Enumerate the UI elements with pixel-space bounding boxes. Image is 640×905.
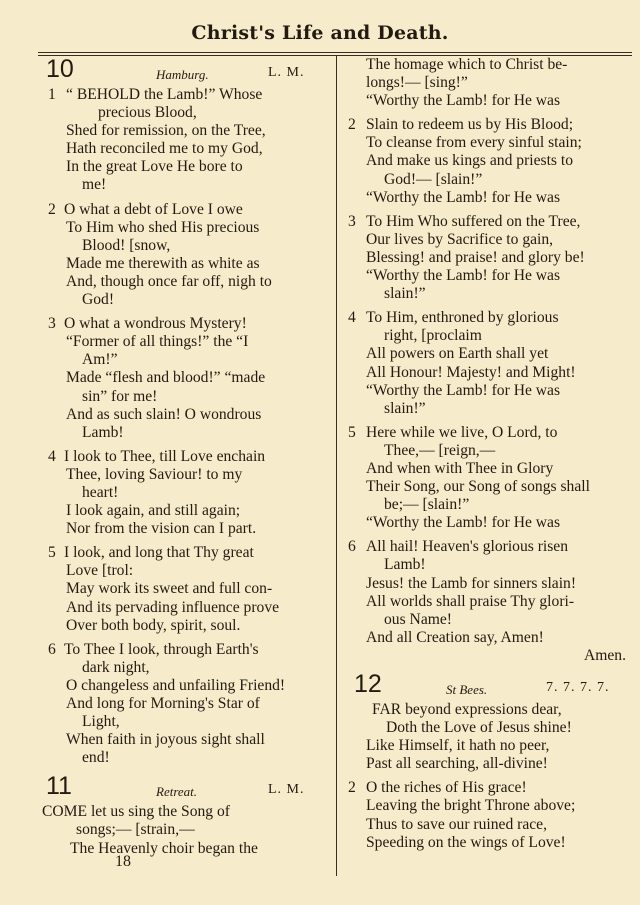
verse-line: Our lives by Sacrifice to gain, — [366, 230, 554, 248]
verse-line: songs;— [strain,— — [76, 821, 195, 839]
hymn-12-stanza-1 — [346, 701, 634, 773]
verse-line: O what a wondrous Mystery! — [64, 315, 247, 333]
stanza-number: 2 — [48, 200, 56, 218]
page-header: Christ's Life and Death. — [191, 22, 449, 44]
stanza-number: 6 — [48, 640, 56, 658]
tune-name: Hamburg. — [156, 67, 209, 82]
verse-line: All powers on Earth shall yet — [366, 345, 549, 363]
verse-line: dark night, — [82, 658, 150, 676]
verse-line: slain!” — [384, 399, 426, 417]
stanza-number: 4 — [348, 309, 356, 327]
verse-line: Lamb! — [384, 556, 426, 574]
right-column — [346, 56, 634, 858]
verse-line: “Former of all things!” the “I — [66, 333, 249, 351]
stanza-number: 6 — [348, 538, 356, 556]
hymn-11-heading — [36, 773, 332, 803]
verse-line: Slain to redeem us by His Blood; — [366, 116, 574, 134]
verse-line: Leaving the bright Throne above; — [366, 797, 576, 815]
left-column — [36, 56, 332, 864]
hymn-number: 11 — [46, 772, 72, 801]
verse-line: Blood! [snow, — [82, 236, 171, 254]
verse-line: O what a debt of Love I owe — [64, 200, 243, 218]
hymn-11-continuation — [346, 56, 634, 110]
verse-line: The Heavenly choir began the — [70, 839, 258, 857]
stanza-number: 5 — [348, 423, 356, 441]
hymn-10-stanza-6 — [36, 641, 332, 768]
verse-line: To Thee I look, through Earth's — [64, 640, 259, 658]
verse-line: COME let us sing the Song of — [42, 803, 230, 821]
meter: L. M. — [268, 782, 305, 798]
stanza-number: 3 — [348, 212, 356, 230]
verse-line: And as such slain! O wondrous — [66, 405, 262, 423]
column-divider — [336, 56, 337, 876]
verse-line: Blessing! and praise! and glory be! — [366, 248, 585, 266]
verse-line: To Him who shed His precious — [66, 218, 260, 236]
verse-line: Hath reconciled me to my God, — [66, 140, 263, 158]
verse-line: Thee,— [reign,— — [384, 441, 496, 459]
verse-line: Doth the Love of Jesus shine! — [386, 719, 572, 737]
verse-line: And its pervading influence prove — [66, 598, 280, 616]
hymn-12-stanza-2 — [346, 779, 634, 851]
verse-line: Jesus! the Lamb for sinners slain! — [366, 574, 577, 592]
verse-line: I look again, and still again; — [66, 502, 241, 520]
verse-line: Am!” — [82, 351, 118, 369]
verse-line: Like Himself, it hath no peer, — [366, 737, 550, 755]
verse-line: O changeless and unfailing Friend! — [66, 676, 286, 694]
verse-line: When faith in joyous sight shall — [66, 731, 265, 749]
verse-line: heart! — [82, 483, 119, 501]
verse-line: be;— [slain!” — [384, 496, 470, 514]
hymn-11-stanza-1 — [36, 803, 332, 857]
verse-line: precious Blood, — [98, 104, 197, 122]
stanza-number: 1 — [48, 86, 56, 103]
hymn-number: 12 — [354, 670, 382, 698]
hymn-12-heading — [346, 671, 634, 701]
hymn-10-stanza-3 — [36, 315, 332, 442]
verse-line: In the great Love He bore to — [66, 158, 243, 176]
amen: Amen. — [583, 646, 626, 664]
verse-line: I look to Thee, till Love enchain — [64, 447, 266, 465]
hymn-11-stanza-4 — [346, 309, 634, 418]
meter: 7. 7. 7. 7. — [546, 680, 610, 695]
verse-line: Thee, loving Saviour! to my — [66, 465, 243, 483]
stanza-number: 2 — [348, 779, 356, 797]
verse-line: To cleanse from every sinful stain; — [366, 134, 582, 152]
verse-line: To Him, enthroned by glorious — [366, 309, 559, 327]
page-number: 18 — [115, 853, 131, 870]
verse-line: ous Name! — [384, 610, 452, 628]
verse-line: Nor from the vision can I part. — [66, 520, 257, 538]
verse-line: Shed for remission, on the Tree, — [66, 122, 266, 140]
verse-line: Love [trol: — [66, 562, 134, 580]
verse-line: longs!— [sing!” — [366, 74, 468, 92]
verse-line: Lamb! — [82, 423, 124, 441]
verse-line: Over both body, spirit, soul. — [66, 616, 241, 634]
verse-line: God! — [82, 291, 115, 309]
hymn-11-stanza-3 — [346, 213, 634, 303]
verse-line: And make us kings and priests to — [366, 152, 574, 170]
verse-line: O the riches of His grace! — [366, 779, 527, 797]
verse-line: All worlds shall praise Thy glori- — [366, 592, 575, 610]
verse-line: “Worthy the Lamb! for He was — [366, 514, 561, 532]
tune-name: St Bees. — [446, 682, 488, 697]
stanza-number: 3 — [48, 315, 56, 333]
verse-line: And all Creation say, Amen! — [366, 628, 544, 646]
verse-line: God!— [slain!” — [384, 170, 483, 188]
verse-line: “Worthy the Lamb! for He was — [366, 381, 561, 399]
hymn-10-stanza-2 — [36, 201, 332, 310]
stanza-number: 5 — [48, 544, 56, 562]
verse-line: Made me therewith as white as — [66, 254, 260, 272]
verse-line: Made “flesh and blood!” “made — [66, 369, 266, 387]
verse-line: Thus to save our ruined race, — [366, 815, 547, 833]
hymn-10-stanza-1 — [36, 86, 332, 195]
verse-line: slain!” — [384, 285, 426, 303]
verse-line: The homage which to Christ be- — [366, 56, 568, 73]
verse-line: Past all searching, all-divine! — [366, 755, 548, 773]
verse-line: Speeding on the wings of Love! — [366, 833, 566, 851]
hymn-10-stanza-5 — [36, 544, 332, 634]
verse-line: May work its sweet and full con- — [66, 580, 273, 598]
verse-line: Light, — [82, 713, 120, 731]
verse-line: And long for Morning's Star of — [66, 695, 260, 712]
tune-name: Retreat. — [156, 784, 198, 800]
verse-line: FAR beyond expressions dear, — [372, 701, 562, 718]
verse-line: end! — [82, 749, 110, 767]
verse-line: “Worthy the Lamb! for He was — [366, 92, 561, 110]
hymn-number: 10 — [46, 55, 74, 83]
verse-line: Their Song, our Song of songs shall — [366, 478, 590, 496]
hymn-11-stanza-6 — [346, 538, 634, 665]
hymn-10-heading — [36, 56, 332, 86]
verse-line: sin” for me! — [82, 387, 158, 405]
hymn-10-stanza-4 — [36, 448, 332, 538]
verse-line: And, though once far off, nigh to — [66, 272, 272, 290]
verse-line: To Him Who suffered on the Tree, — [366, 212, 581, 230]
verse-line: All hail! Heaven's glorious risen — [366, 538, 569, 556]
stanza-number: 2 — [348, 116, 356, 134]
header-rule — [38, 52, 632, 53]
hymn-11-stanza-2 — [346, 116, 634, 206]
verse-line: I look, and long that Thy great — [64, 544, 254, 562]
verse-line: And when with Thee in Glory — [366, 459, 554, 477]
hymn-11-stanza-5 — [346, 424, 634, 533]
verse-line: “Worthy the Lamb! for He was — [366, 188, 561, 206]
verse-line: All Honour! Majesty! and Might! — [366, 363, 576, 381]
meter: L. M. — [268, 65, 305, 80]
verse-line: “Worthy the Lamb! for He was — [366, 267, 561, 285]
verse-line: me! — [82, 176, 107, 194]
verse-line: “ BEHOLD the Lamb!” Whose — [66, 86, 263, 103]
stanza-number: 4 — [48, 447, 56, 465]
verse-line: right, [proclaim — [384, 327, 482, 345]
verse-line: Here while we live, O Lord, to — [366, 423, 558, 441]
